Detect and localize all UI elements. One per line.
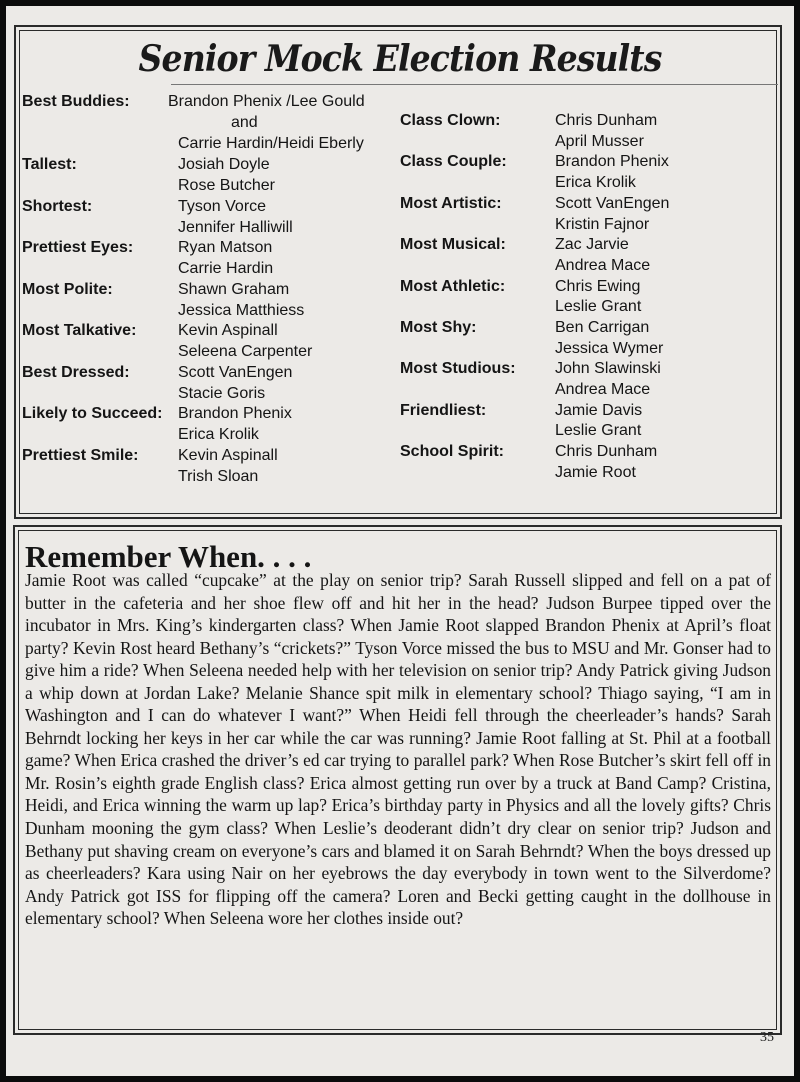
winner-name: Tyson Vorce bbox=[178, 198, 267, 215]
winner-name: Shawn Graham bbox=[178, 281, 290, 298]
category-label: Best Dressed: bbox=[22, 364, 130, 381]
election-entry bbox=[400, 277, 505, 298]
winner-name: Andrea Mace bbox=[555, 257, 651, 274]
winner-name: Chris Dunham bbox=[555, 112, 658, 129]
election-entry bbox=[400, 111, 500, 132]
election-entry bbox=[22, 238, 133, 259]
winner-name: Kristin Fajnor bbox=[555, 216, 650, 233]
category-label: Shortest: bbox=[22, 198, 93, 215]
winner-name: Brandon Phenix bbox=[178, 405, 292, 422]
winner-name: Chris Ewing bbox=[555, 278, 641, 295]
winner-name: Erica Krolik bbox=[555, 174, 636, 191]
category-label: Most Talkative: bbox=[22, 322, 137, 339]
election-entry bbox=[22, 363, 130, 384]
category-label: Class Clown: bbox=[400, 112, 501, 129]
winner-name: Scott VanEngen bbox=[555, 195, 670, 212]
election-entry bbox=[400, 194, 502, 215]
winner-name: Jamie Davis bbox=[555, 402, 643, 419]
winner-name: Trish Sloan bbox=[178, 468, 259, 485]
election-entry bbox=[22, 321, 136, 342]
winner-name: Brandon Phenix bbox=[555, 153, 669, 170]
election-entry bbox=[400, 442, 504, 463]
winner-name: Chris Dunham bbox=[555, 443, 658, 460]
page-number: 35 bbox=[760, 1030, 774, 1045]
winner-name: Carrie Hardin bbox=[178, 260, 274, 277]
winner-name: April Musser bbox=[555, 133, 644, 150]
winner-name: Stacie Goris bbox=[178, 385, 266, 402]
winner-name: Jamie Root bbox=[555, 464, 636, 481]
winner-name: Scott VanEngen bbox=[178, 364, 293, 381]
election-entry bbox=[400, 318, 476, 339]
election-entry bbox=[22, 404, 163, 425]
category-label: Most Shy: bbox=[400, 319, 477, 336]
winner-name: Jennifer Halliwill bbox=[178, 219, 293, 236]
yearbook-page bbox=[6, 6, 794, 1076]
winner-name: Leslie Grant bbox=[555, 298, 642, 315]
winner-name: Josiah Doyle bbox=[178, 156, 270, 173]
election-entry bbox=[400, 401, 486, 422]
category-label: Likely to Succeed: bbox=[22, 405, 163, 422]
remember-when-body: Jamie Root was called “cupcake” at the play on senior trip? Sarah Russell slipped and fell on a pat of butter in the cafeteria and her shoe flew off and hit her in the head? Judson Burpee tipped over the incubator in Mrs. King’s kindergarten class? When Jamie Root slapped Brandon Phenix at April’s float party? Kevin Rost heard Bethany’s “crickets?” Tyson Vorce missed the bus to MSU and Mr. Gonser had to give him a ride? When Seleena needed help with her television on senior trip? Andy Patrick giving Judson a whip down at Jordan Lake? Melanie Shance spit milk in elementary school? Thiago saying, “I am in Washington and I can do whatever I want?” When Heidi fell through the cheerleader’s hands? Sarah Behrndt locking her keys in her car while the car was running? Jamie Root falling at St. Phil at a football game? When Erica crashed the driver’s ed car trying to parallel park? When Rose Butcher’s skirt fell off in Mr. Rosin’s eighth grade English class? Erica almost getting run over by a truck at Band Camp? Cristina, Heidi, and Erica winning the warm up lap? Erica’s birthday party in Physics and all the lovely gifts? Chris Dunham mooning the gym class? When Leslie’s deoderant didn’t dry clear on senior trip? Judson and Bethany put shaving cream on everyone’s cars and blamed it on Sarah Behrndt? When the boys dressed up as cheerleaders? Kara using Nair on her eyebrows the day everybody in town went to the Silverdome? Andy Patrick got ISS for flipping off the camera? Loren and Becki getting caught in the dollhouse in elementary school? When Seleena wore her clothes inside out? bbox=[25, 570, 771, 929]
category-label: Prettiest Smile: bbox=[22, 447, 139, 464]
category-label: Most Artistic: bbox=[400, 195, 502, 212]
winner-name: Jessica Matthiess bbox=[178, 302, 305, 319]
title-underline bbox=[171, 84, 778, 85]
election-entry bbox=[22, 446, 138, 467]
election-entry bbox=[22, 92, 130, 113]
category-label: Most Musical: bbox=[400, 236, 506, 253]
winner-name: John Slawinski bbox=[555, 360, 661, 377]
winner-name: and bbox=[231, 114, 258, 131]
winner-name: Zac Jarvie bbox=[555, 236, 629, 253]
winner-name: Ben Carrigan bbox=[555, 319, 650, 336]
category-label: Prettiest Eyes: bbox=[22, 239, 134, 256]
winner-name: Leslie Grant bbox=[555, 422, 642, 439]
category-label: Tallest: bbox=[22, 156, 77, 173]
category-label: Most Polite: bbox=[22, 281, 113, 298]
mock-election-inner-border bbox=[19, 30, 777, 514]
election-entry bbox=[22, 197, 92, 218]
election-entry bbox=[400, 359, 516, 380]
category-label: Friendliest: bbox=[400, 402, 487, 419]
winner-name: Kevin Aspinall bbox=[178, 447, 278, 464]
election-entry bbox=[22, 155, 77, 176]
winner-name: Kevin Aspinall bbox=[178, 322, 278, 339]
winner-name: Jessica Wymer bbox=[555, 340, 664, 357]
category-label: Most Studious: bbox=[400, 360, 516, 377]
winner-name: Erica Krolik bbox=[178, 426, 259, 443]
winner-name: Andrea Mace bbox=[555, 381, 651, 398]
winner-name: Brandon Phenix /Lee Gould bbox=[168, 93, 365, 110]
election-entry bbox=[22, 280, 113, 301]
category-label: Class Couple: bbox=[400, 153, 507, 170]
winner-name: Ryan Matson bbox=[178, 239, 273, 256]
winner-name: Carrie Hardin/Heidi Eberly bbox=[178, 135, 364, 152]
election-entry bbox=[400, 152, 507, 173]
election-entry bbox=[400, 235, 506, 256]
category-label: School Spirit: bbox=[400, 443, 504, 460]
remember-when-title: Remember When. . . . bbox=[25, 539, 312, 574]
winner-name: Seleena Carpenter bbox=[178, 343, 313, 360]
mock-election-title: Senior Mock Election Results bbox=[138, 38, 662, 80]
category-label: Best Buddies: bbox=[22, 93, 130, 110]
category-label: Most Athletic: bbox=[400, 278, 506, 295]
winner-name: Rose Butcher bbox=[178, 177, 275, 194]
